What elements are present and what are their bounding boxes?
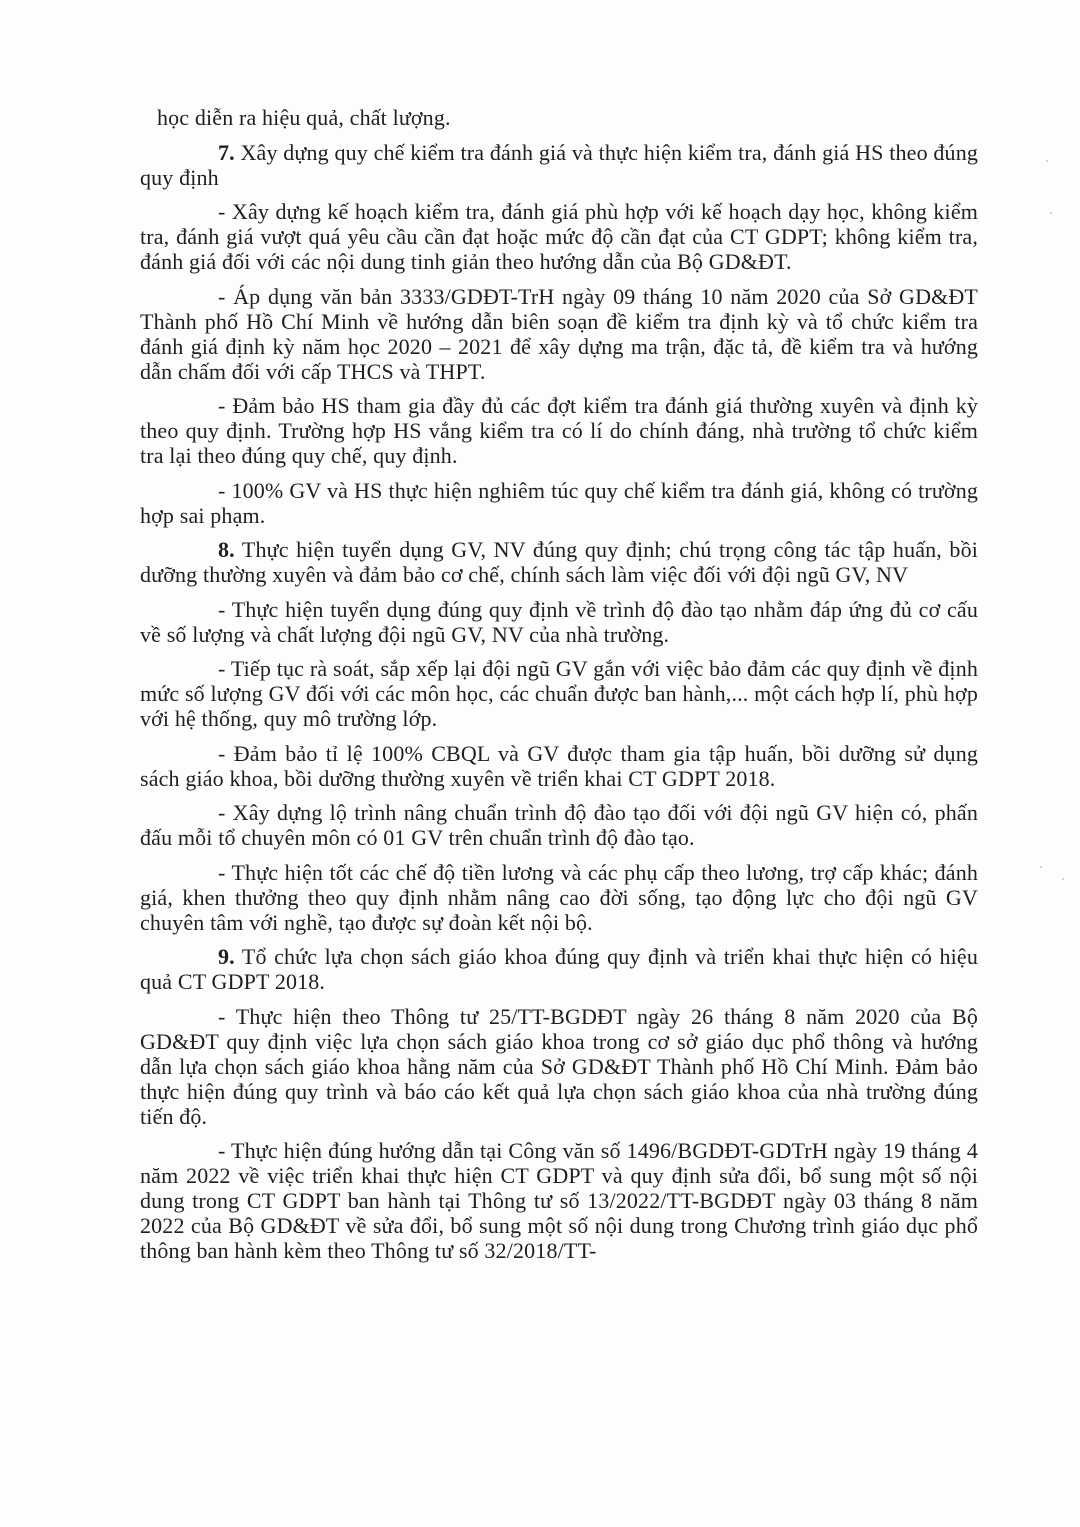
section-heading-8 xyxy=(140,537,978,587)
section-heading-9 xyxy=(140,944,978,994)
scan-speck xyxy=(1050,212,1052,214)
paragraph-continuation: học diễn ra hiệu quả, chất lượng. xyxy=(157,105,451,130)
section-heading-7 xyxy=(140,140,978,190)
scan-speck xyxy=(1046,160,1048,162)
scan-speck xyxy=(1062,878,1064,880)
bullet-paragraph: - Đảm bảo HS tham gia đầy đủ các đợt kiểm tra đánh giá thường xuyên và định kỳ theo quy định. Trường hợp HS vắng kiểm tra có lí do chính đáng, nhà trường tổ chức kiểm tra lại theo đúng quy chế, quy định. xyxy=(140,393,978,468)
bullet-paragraph: - Thực hiện tốt các chế độ tiền lương và các phụ cấp theo lương, trợ cấp khác; đánh giá, khen thưởng theo quy định nhằm nâng cao đời sống, tạo động lực cho đội ngũ GV chuyên tâm với nghề, tạo được sự đoàn kết nội bộ. xyxy=(140,859,978,935)
bullet-paragraph: - Thực hiện theo Thông tư 25/TT-BGDĐT ngày 26 tháng 8 năm 2020 của Bộ GD&ĐT quy định việc lựa chọn sách giáo khoa trong cơ sở giáo dục phổ thông và hướng dẫn lựa chọn sách giáo khoa hằng năm của Sở GD&ĐT Thành phố Hồ Chí Minh. Đảm bảo thực hiện đúng quy trình và báo cáo kết quả lựa chọn sách giáo khoa của nhà trường đúng tiến độ. xyxy=(140,1003,978,1129)
bullet-paragraph: - Xây dựng kế hoạch kiểm tra, đánh giá phù hợp với kế hoạch dạy học, không kiểm tra, đánh giá vượt quá yêu cầu cần đạt hoặc mức độ cần đạt của CT GDPT; không kiểm tra, đánh giá đối với các nội dung tinh giản theo hướng dẫn của Bộ GD&ĐT. xyxy=(140,199,978,274)
section-number: 9. xyxy=(218,944,235,969)
bullet-paragraph: - Thực hiện tuyển dụng đúng quy định về trình độ đào tạo nhằm đáp ứng đủ cơ cấu về số lượng và chất lượng đội ngũ GV, NV của nhà trường. xyxy=(140,596,978,647)
bullet-paragraph: - Thực hiện đúng hướng dẫn tại Công văn số 1496/BGDĐT-GDTrH ngày 19 tháng 4 năm 2022 về việc triển khai thực hiện CT GDPT và quy định sửa đổi, bổ sung một số nội dung trong CT GDPT ban hành tại Thông tư số 13/2022/TT-BGDĐT ngày 03 tháng 8 năm 2022 của Bộ GD&ĐT về sửa đổi, bổ sung một số nội dung trong Chương trình giáo dục phổ thông ban hành kèm theo Thông tư số 32/2018/TT- xyxy=(140,1138,978,1263)
bullet-paragraph: - Tiếp tục rà soát, sắp xếp lại đội ngũ GV gắn với việc bảo đảm các quy định về định mức số lượng GV đối với các môn học, các chuẩn được ban hành,... một cách hợp lí, phù hợp với hệ thống, quy mô trường lớp. xyxy=(140,656,978,731)
document-body xyxy=(140,105,978,1273)
bullet-paragraph: - 100% GV và HS thực hiện nghiêm túc quy chế kiểm tra đánh giá, không có trường hợp sai phạm. xyxy=(140,477,978,528)
bullet-paragraph: - Xây dựng lộ trình nâng chuẩn trình độ đào tạo đối với đội ngũ GV hiện có, phấn đấu mỗi tổ chuyên môn có 01 GV trên chuẩn trình độ đào tạo. xyxy=(140,800,978,850)
section-number: 7. xyxy=(218,139,235,165)
bullet-paragraph: - Đảm bảo tỉ lệ 100% CBQL và GV được tham gia tập huấn, bồi dưỡng sử dụng sách giáo khoa, bồi dưỡng thường xuyên về triển khai CT GDPT 2018. xyxy=(140,740,978,791)
section-title: Xây dựng quy chế kiểm tra đánh giá và thực hiện kiểm tra, đánh giá HS theo đúng quy định xyxy=(140,139,978,190)
section-title: Tổ chức lựa chọn sách giáo khoa đúng quy định và triển khai thực hiện có hiệu quả CT GDPT 2018. xyxy=(140,944,978,994)
section-title: Thực hiện tuyển dụng GV, NV đúng quy định; chú trọng công tác tập huấn, bồi dưỡng thường xuyên và đảm bảo cơ chế, chính sách làm việc đối với đội ngũ GV, NV xyxy=(140,537,978,587)
section-number: 8. xyxy=(218,537,235,562)
bullet-paragraph: - Áp dụng văn bản 3333/GDĐT-TrH ngày 09 tháng 10 năm 2020 của Sở GD&ĐT Thành phố Hồ Chí Minh về hướng dẫn biên soạn đề kiểm tra định kỳ và tổ chức kiểm tra đánh giá định kỳ năm học 2020 – 2021 để xây dựng ma trận, đặc tả, đề kiểm tra và hướng dẫn chấm đối với cấp THCS và THPT. xyxy=(140,283,978,384)
scan-speck xyxy=(1040,866,1042,868)
